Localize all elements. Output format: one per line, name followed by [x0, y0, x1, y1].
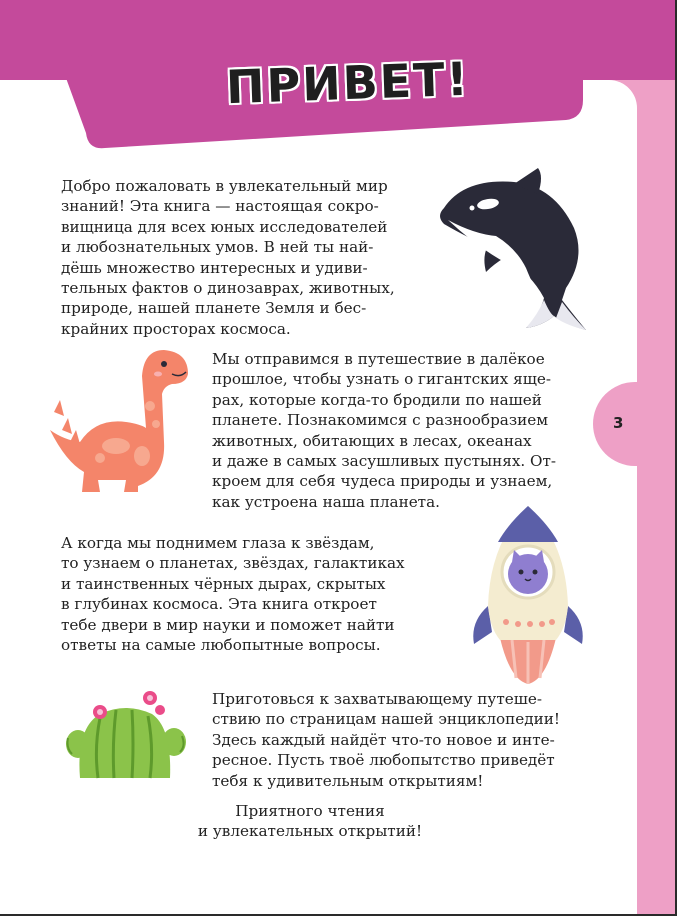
intro-paragraph: Добро пожаловать в увлекательный мир знаний! Эта книга — настоящая сокро- вищница для всех юных исследователей и любознательных умов. В ней ты най- дёшь множество интересных и удиви- тельных фактов о динозаврах, животных, природе, нашей планете Земля и бес- крайних просторах космоса.: [61, 177, 395, 338]
closing-wish: Приятного чтения и увлекательных открытий!: [197, 802, 423, 841]
dinosaurs-paragraph: Мы отправимся в путешествие в далёкое прошлое, чтобы узнать о гигантских яще- рах, которые когда-то бродили по нашей планете. Познакомимся с разнообразием животных, обитающих в лесах, океанах и даже в самых засушливых пустынях. От- кроем для себя чудеса природы и узнаем, как устроена наша планета.: [212, 350, 557, 511]
journey-paragraph: Приготовься к захватывающему путеше- ствию по страницам нашей энциклопедии! Здесь каждый найдёт что-то новое и инте- ресное. Пусть твоё любопытство приведёт тебя к удивительным открытиям!: [212, 690, 560, 790]
space-paragraph: А когда мы поднимем глаза к звёздам, то узнаем о планетах, звёздах, галактиках и таинственных чёрных дырах, скрытых в глубинах космоса. Эта книга откроет тебе двери в мир науки и поможет найти ответы на самые любопытные вопросы.: [61, 534, 405, 655]
page-title: ПРИВЕТ!: [225, 51, 471, 115]
page-number: 3: [613, 414, 624, 432]
